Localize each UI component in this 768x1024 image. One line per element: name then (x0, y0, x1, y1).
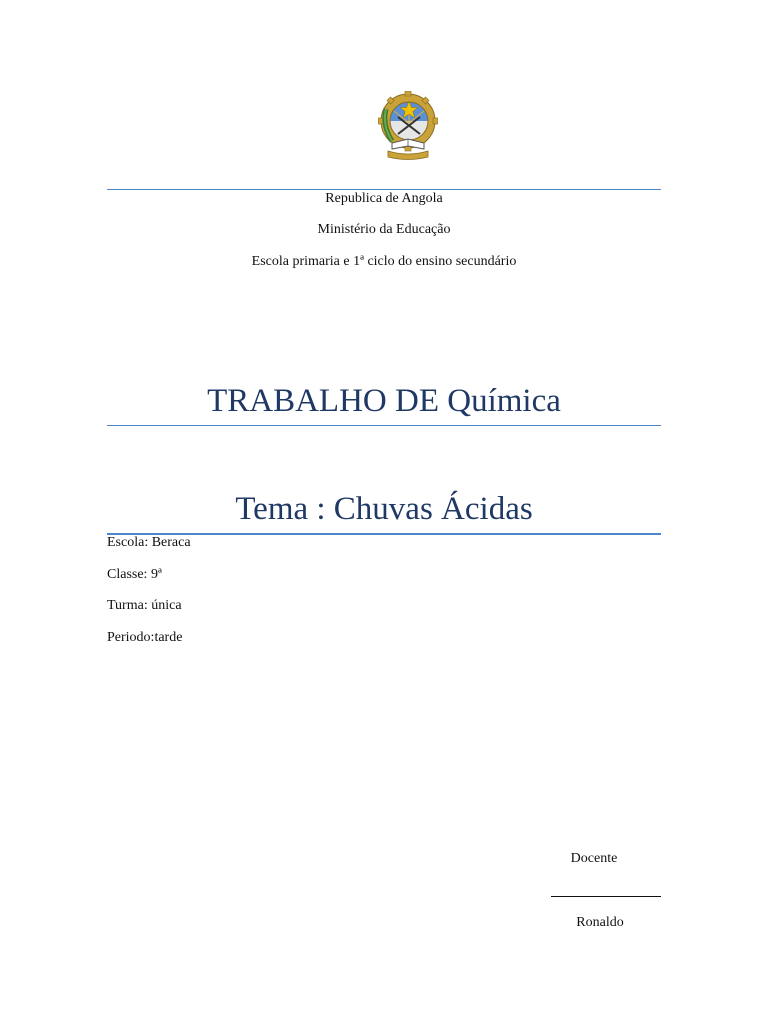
signature-line (551, 896, 661, 897)
signature-name: Ronaldo (576, 915, 624, 930)
group-field: Turma: única (107, 598, 182, 613)
school-field: Escola: Beraca (107, 535, 191, 550)
signature-role: Docente (570, 851, 618, 866)
ministry-name: Ministério da Educação (317, 222, 451, 237)
angola-coat-of-arms-emblem (378, 91, 438, 161)
school-level: Escola primaria e 1ª ciclo do ensino secundário (251, 254, 517, 269)
country-name: Republica de Angola (325, 191, 443, 206)
class-field: Classe: 9ª (107, 567, 162, 582)
title-divider (107, 425, 661, 426)
period-field: Periodo:tarde (107, 630, 183, 645)
document-title: TRABALHO DE Química (207, 383, 561, 419)
document-theme: Tema : Chuvas Ácidas (235, 491, 533, 527)
